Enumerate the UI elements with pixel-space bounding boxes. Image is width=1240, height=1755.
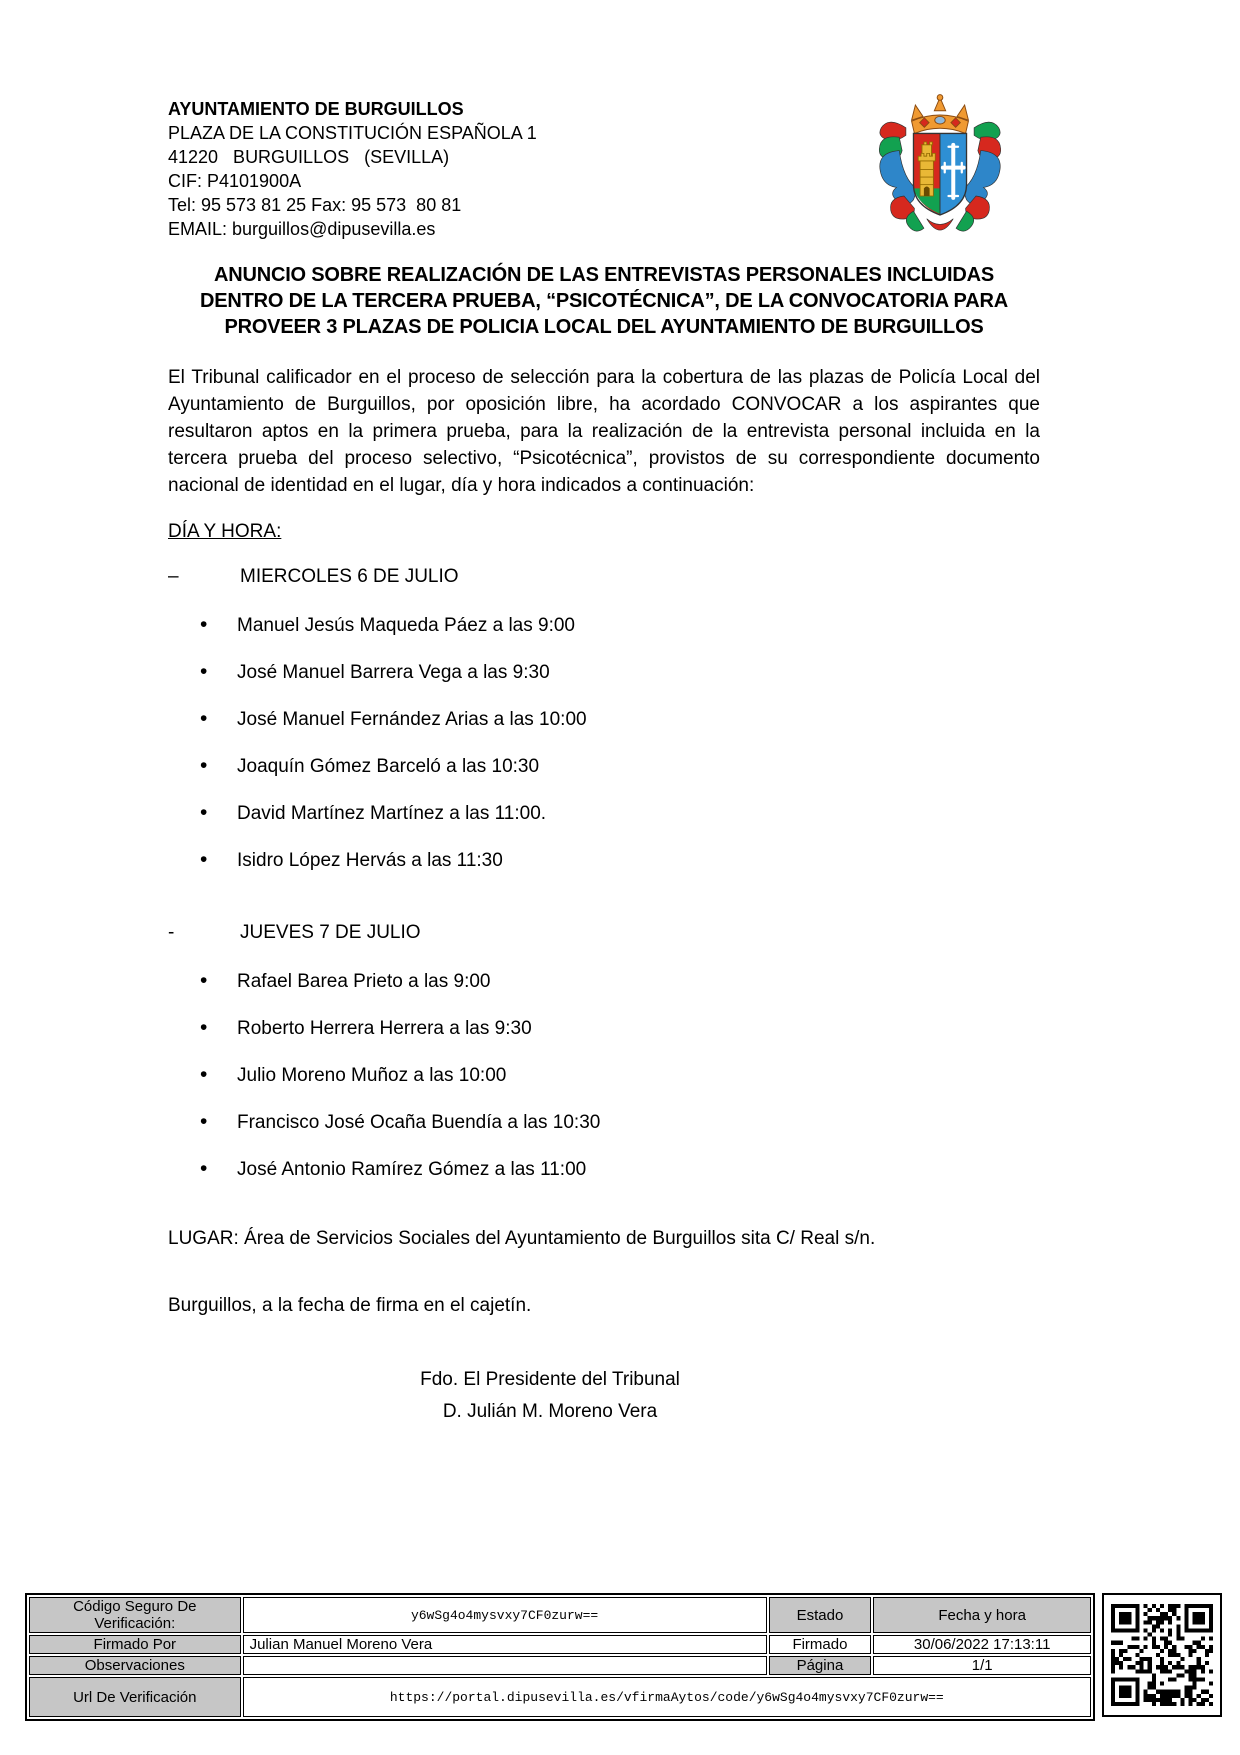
- url-value: https://portal.dipusevilla.es/vfirmaAytos/code/y6wSg4o4mysvxy7CF0zurw==: [243, 1677, 1091, 1717]
- list-item: • Manuel Jesús Maqueda Páez a las 9:00: [168, 614, 1040, 637]
- title-line-2: DENTRO DE LA TERCERA PRUEBA, “PSICOTÉCNICA”, DE LA CONVOCATORIA PARA: [200, 290, 1008, 312]
- interview-list-jueves: [168, 970, 1040, 1181]
- day-section-miercoles: [168, 565, 1040, 872]
- schedule-heading: DÍA Y HORA:: [168, 521, 282, 542]
- org-name: AYUNTAMIENTO DE BURGUILLOS: [168, 99, 464, 119]
- signature-role: Fdo. El Presidente del Tribunal: [420, 1369, 680, 1390]
- list-item: • Joaquín Gómez Barceló a las 10:30: [168, 755, 1040, 778]
- csv-value: y6wSg4o4mysvxy7CF0zurw==: [243, 1597, 767, 1633]
- day-label: MIERCOLES 6 DE JULIO: [240, 566, 459, 587]
- estado-label: Estado: [769, 1597, 872, 1633]
- list-item: • José Manuel Fernández Arias a las 10:00: [168, 708, 1040, 731]
- signature-block: [168, 1364, 1040, 1428]
- pagina-label: Página: [769, 1656, 872, 1675]
- org-email: EMAIL: burguillos@dipusevilla.es: [168, 219, 436, 239]
- list-item: • Francisco José Ocaña Buendía a las 10:30: [168, 1111, 1040, 1134]
- csv-label: Código Seguro De Verificación:: [29, 1597, 241, 1633]
- org-phone: Tel: 95 573 81 25 Fax: 95 573 80 81: [168, 195, 462, 215]
- pagina-value: 1/1: [873, 1656, 1091, 1675]
- day-marker: –: [168, 566, 179, 587]
- firmado-value: Julian Manuel Moreno Vera: [243, 1635, 767, 1654]
- firmado-label: Firmado Por: [29, 1635, 241, 1654]
- date-line: Burguillos, a la fecha de firma en el cajetín.: [168, 1295, 532, 1316]
- observaciones-value: [243, 1656, 767, 1675]
- list-item: • Roberto Herrera Herrera a las 9:30: [168, 1017, 1040, 1040]
- org-cif: CIF: P4101900A: [168, 171, 302, 191]
- day-section-jueves: [168, 921, 1040, 1181]
- signature-name: D. Julián M. Moreno Vera: [442, 1401, 658, 1422]
- estado-value: Firmado: [769, 1635, 872, 1654]
- letterhead: [168, 97, 1040, 241]
- title-line-1: ANUNCIO SOBRE REALIZACIÓN DE LAS ENTREVISTAS PERSONALES INCLUIDAS: [213, 264, 995, 286]
- verification-footer: [0, 1593, 1240, 1717]
- day-label: JUEVES 7 DE JULIO: [240, 922, 421, 943]
- fecha-value: 30/06/2022 17:13:11: [873, 1635, 1091, 1654]
- fecha-label: Fecha y hora: [873, 1597, 1091, 1633]
- url-label: Url De Verificación: [29, 1677, 241, 1717]
- list-item: • Isidro López Hervás a las 11:30: [168, 849, 1040, 872]
- org-city: 41220 BURGUILLOS (SEVILLA): [168, 147, 450, 167]
- list-item: • Julio Moreno Muñoz a las 10:00: [168, 1064, 1040, 1087]
- list-item: • José Antonio Ramírez Gómez a las 11:00: [168, 1158, 1040, 1181]
- observaciones-label: Observaciones: [29, 1656, 241, 1675]
- interview-list-miercoles: [168, 614, 1040, 872]
- title-line-3: PROVEER 3 PLAZAS DE POLICIA LOCAL DEL AYUNTAMIENTO DE BURGUILLOS: [224, 316, 984, 338]
- qr-code: [1102, 1593, 1222, 1717]
- qr-code-icon: [1111, 1604, 1213, 1706]
- org-address: PLAZA DE LA CONSTITUCIÓN ESPAÑOLA 1: [168, 123, 537, 143]
- verification-table: [25, 1593, 1095, 1721]
- list-item: • David Martínez Martínez a las 11:00.: [168, 802, 1040, 825]
- intro-paragraph: El Tribunal calificador en el proceso de selección para la cobertura de las plazas de Policía Local del Ayuntamiento de Burguillos, por oposición libre, ha acordado CONVOCAR a los aspirantes que resultaron aptos en la primera prueba, para la realización de la entrevista personal incluida en la tercera prueba del proceso selectivo, “Psicotécnica”, provistos de su correspondiente documento nacional de identidad en el lugar, día y hora indicados a continuación:: [168, 367, 1040, 496]
- announcement-title: [168, 262, 1040, 340]
- list-item: • Rafael Barea Prieto a las 9:00: [168, 970, 1040, 993]
- place-line: LUGAR: Área de Servicios Sociales del Ayuntamiento de Burguillos sita C/ Real s/n.: [168, 1228, 876, 1249]
- list-item: • José Manuel Barrera Vega a las 9:30: [168, 661, 1040, 684]
- day-marker: -: [168, 922, 175, 943]
